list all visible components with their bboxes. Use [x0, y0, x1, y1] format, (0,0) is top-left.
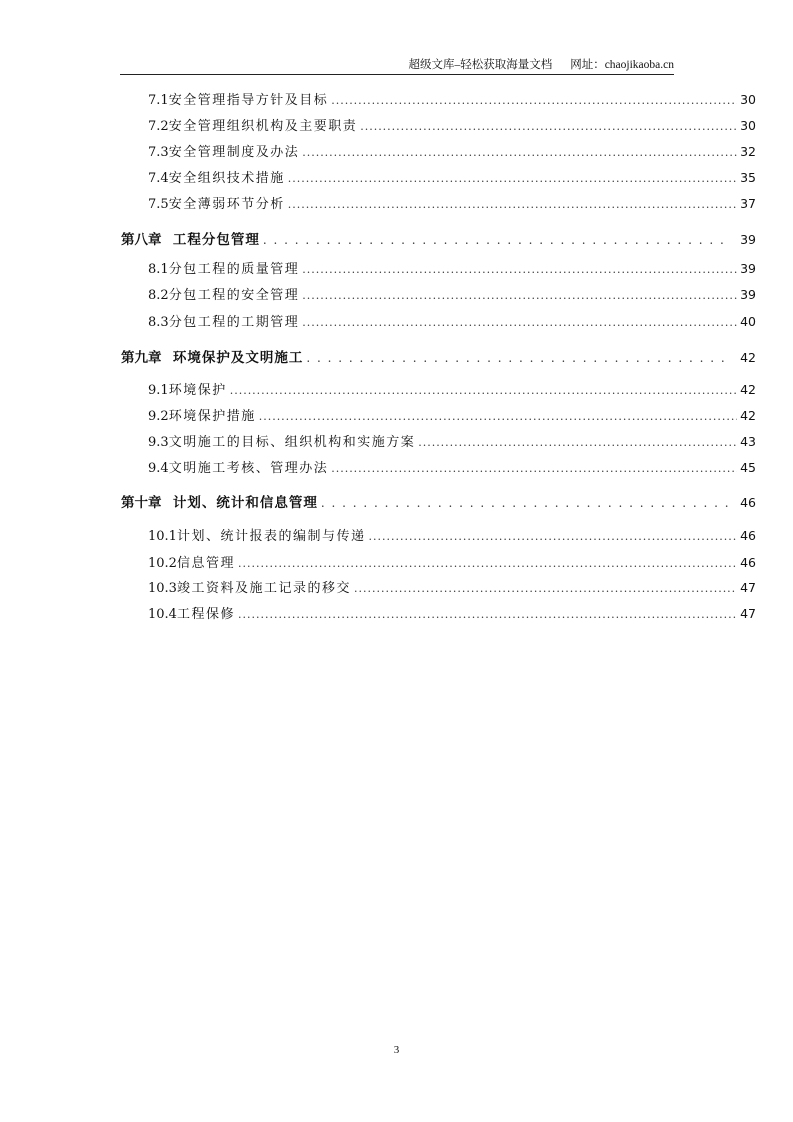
toc-page-number: 42: [740, 382, 756, 397]
toc-entry-text: 安全管理制度及办法: [168, 145, 300, 160]
toc-entry-title: [148, 193, 285, 212]
toc-page-number: 37: [740, 196, 756, 211]
toc-leader-dots: [238, 607, 737, 622]
toc-section-entry[interactable]: [148, 457, 756, 476]
toc-entry-title: [148, 258, 299, 277]
toc-page-number: 40: [740, 314, 756, 329]
toc-page-number: 42: [740, 408, 756, 423]
toc-entry-number: 10.3: [148, 581, 177, 596]
toc-entry-number: 7.2: [148, 119, 169, 134]
toc-section-entry[interactable]: [148, 284, 756, 303]
toc-entry-text: 文明施工的目标、组织机构和实施方案: [168, 435, 416, 450]
toc-leader-dots: [302, 288, 737, 303]
toc-entry-number: 9.1: [148, 383, 169, 398]
toc-entry-title: [148, 311, 299, 330]
toc-entry-number: 7.4: [148, 171, 169, 186]
toc-section-entry[interactable]: [148, 115, 756, 134]
toc-section-entry[interactable]: [148, 552, 756, 571]
toc-page-number: 42: [740, 350, 756, 365]
toc-entry-title: [148, 457, 328, 476]
page-header: [120, 58, 674, 75]
toc-entry-number: 第八章: [121, 232, 162, 248]
toc-leader-dots: [288, 197, 737, 212]
toc-entry-title: [148, 115, 357, 134]
toc-entry-number: 7.5: [148, 197, 169, 212]
toc-leader-dots: [238, 556, 737, 571]
toc-page-number: 30: [740, 118, 756, 133]
page-number: 3: [393, 1044, 400, 1056]
toc-leader-dots: [263, 232, 731, 248]
toc-entry-title: [148, 431, 415, 450]
toc-page-number: 39: [740, 261, 756, 276]
toc-page-number: 46: [740, 528, 756, 543]
toc-entry-title: [148, 167, 285, 186]
toc-page-number: 47: [740, 606, 756, 621]
toc-page-number: 46: [740, 495, 756, 510]
toc-page-number: 32: [740, 144, 756, 159]
toc-page-number: 46: [740, 555, 756, 570]
toc-entry-number: 10.2: [148, 556, 177, 571]
toc-entry-text: 工程保修: [176, 607, 235, 622]
toc-entry-title: [121, 228, 260, 248]
header-site-name: 超级文库–轻松获取海量文档: [408, 59, 553, 71]
toc-section-entry[interactable]: [148, 193, 756, 212]
toc-entry-number: 8.3: [148, 315, 169, 330]
toc-leader-dots: [230, 383, 737, 398]
toc-entry-number: 第九章: [121, 350, 162, 366]
toc-entry-text: 安全薄弱环节分析: [168, 197, 285, 212]
toc-leader-dots: [354, 581, 737, 596]
toc-entry-number: 10.1: [148, 529, 177, 544]
toc-section-entry[interactable]: [148, 603, 756, 622]
toc-page-number: 47: [740, 580, 756, 595]
toc-page-number: 45: [740, 460, 756, 475]
toc-entry-title: [148, 405, 256, 424]
toc-entry-text: 环境保护措施: [168, 409, 256, 424]
toc-entry-number: 7.1: [148, 93, 169, 108]
toc-entry-title: [148, 141, 299, 160]
toc-section-entry[interactable]: [148, 258, 756, 277]
toc-section-entry[interactable]: [148, 405, 756, 424]
toc-entry-number: 第十章: [121, 495, 162, 511]
toc-chapter-entry[interactable]: [121, 491, 756, 511]
toc-leader-dots: [321, 495, 731, 511]
toc-leader-dots: [302, 262, 737, 277]
toc-entry-title: [148, 552, 235, 571]
toc-entry-text: 分包工程的质量管理: [168, 262, 300, 277]
toc-leader-dots: [302, 145, 737, 160]
toc-entry-number: 9.2: [148, 409, 169, 424]
toc-entry-title: [148, 284, 299, 303]
header-url: 网址：chaojikaoba.cn: [570, 59, 674, 71]
toc-entry-title: [148, 89, 328, 108]
toc-entry-title: [148, 525, 365, 544]
toc-entry-text: 竣工资料及施工记录的移交: [176, 581, 351, 596]
toc-entry-text: 安全管理组织机构及主要职责: [168, 119, 358, 134]
toc-entry-text: 分包工程的安全管理: [168, 288, 300, 303]
toc-entry-title: [148, 603, 235, 622]
toc-chapter-entry[interactable]: [121, 346, 756, 366]
toc-entry-text: 环境保护: [168, 383, 227, 398]
toc-entry-text: 安全组织技术措施: [168, 171, 285, 186]
toc-entry-text: 安全管理指导方针及目标: [168, 93, 329, 108]
toc-entry-number: 8.2: [148, 288, 169, 303]
toc-entry-title: [148, 577, 351, 596]
toc-section-entry[interactable]: [148, 525, 756, 544]
toc-page-number: 35: [740, 170, 756, 185]
toc-leader-dots: [418, 435, 737, 450]
toc-entry-text: 计划、统计报表的编制与传递: [176, 529, 366, 544]
toc-leader-dots: [331, 461, 737, 476]
toc-entry-text: 信息管理: [176, 556, 235, 571]
toc-leader-dots: [259, 409, 737, 424]
toc-entry-number: 8.1: [148, 262, 169, 277]
toc-leader-dots: [360, 119, 737, 134]
toc-entry-title: [121, 346, 303, 366]
toc-leader-dots: [368, 529, 737, 544]
toc-entry-text: 文明施工考核、管理办法: [168, 461, 329, 476]
toc-entry-number: 9.4: [148, 461, 169, 476]
toc-entry-text: 工程分包管理: [172, 232, 260, 248]
toc-leader-dots: [302, 315, 737, 330]
toc-page-number: 30: [740, 92, 756, 107]
toc-entry-number: 9.3: [148, 435, 169, 450]
toc-entry-title: [148, 379, 227, 398]
toc-chapter-entry[interactable]: [121, 228, 756, 248]
toc-section-entry[interactable]: [148, 167, 756, 186]
toc-section-entry[interactable]: [148, 141, 756, 160]
toc-entry-text: 分包工程的工期管理: [168, 315, 300, 330]
toc-entry-title: [121, 491, 318, 511]
toc-leader-dots: [331, 93, 737, 108]
toc-leader-dots: [306, 350, 731, 366]
toc-leader-dots: [288, 171, 737, 186]
toc-page-number: 39: [740, 287, 756, 302]
toc-entry-text: 计划、统计和信息管理: [172, 495, 318, 511]
toc-section-entry[interactable]: [148, 89, 756, 108]
toc-section-entry[interactable]: [148, 431, 756, 450]
toc-section-entry[interactable]: [148, 311, 756, 330]
toc-page-number: 39: [740, 232, 756, 247]
toc-entry-number: 10.4: [148, 607, 177, 622]
toc-entry-text: 环境保护及文明施工: [172, 350, 304, 366]
toc-section-entry[interactable]: [148, 577, 756, 596]
toc-page-number: 43: [740, 434, 756, 449]
toc-entry-number: 7.3: [148, 145, 169, 160]
toc-section-entry[interactable]: [148, 379, 756, 398]
